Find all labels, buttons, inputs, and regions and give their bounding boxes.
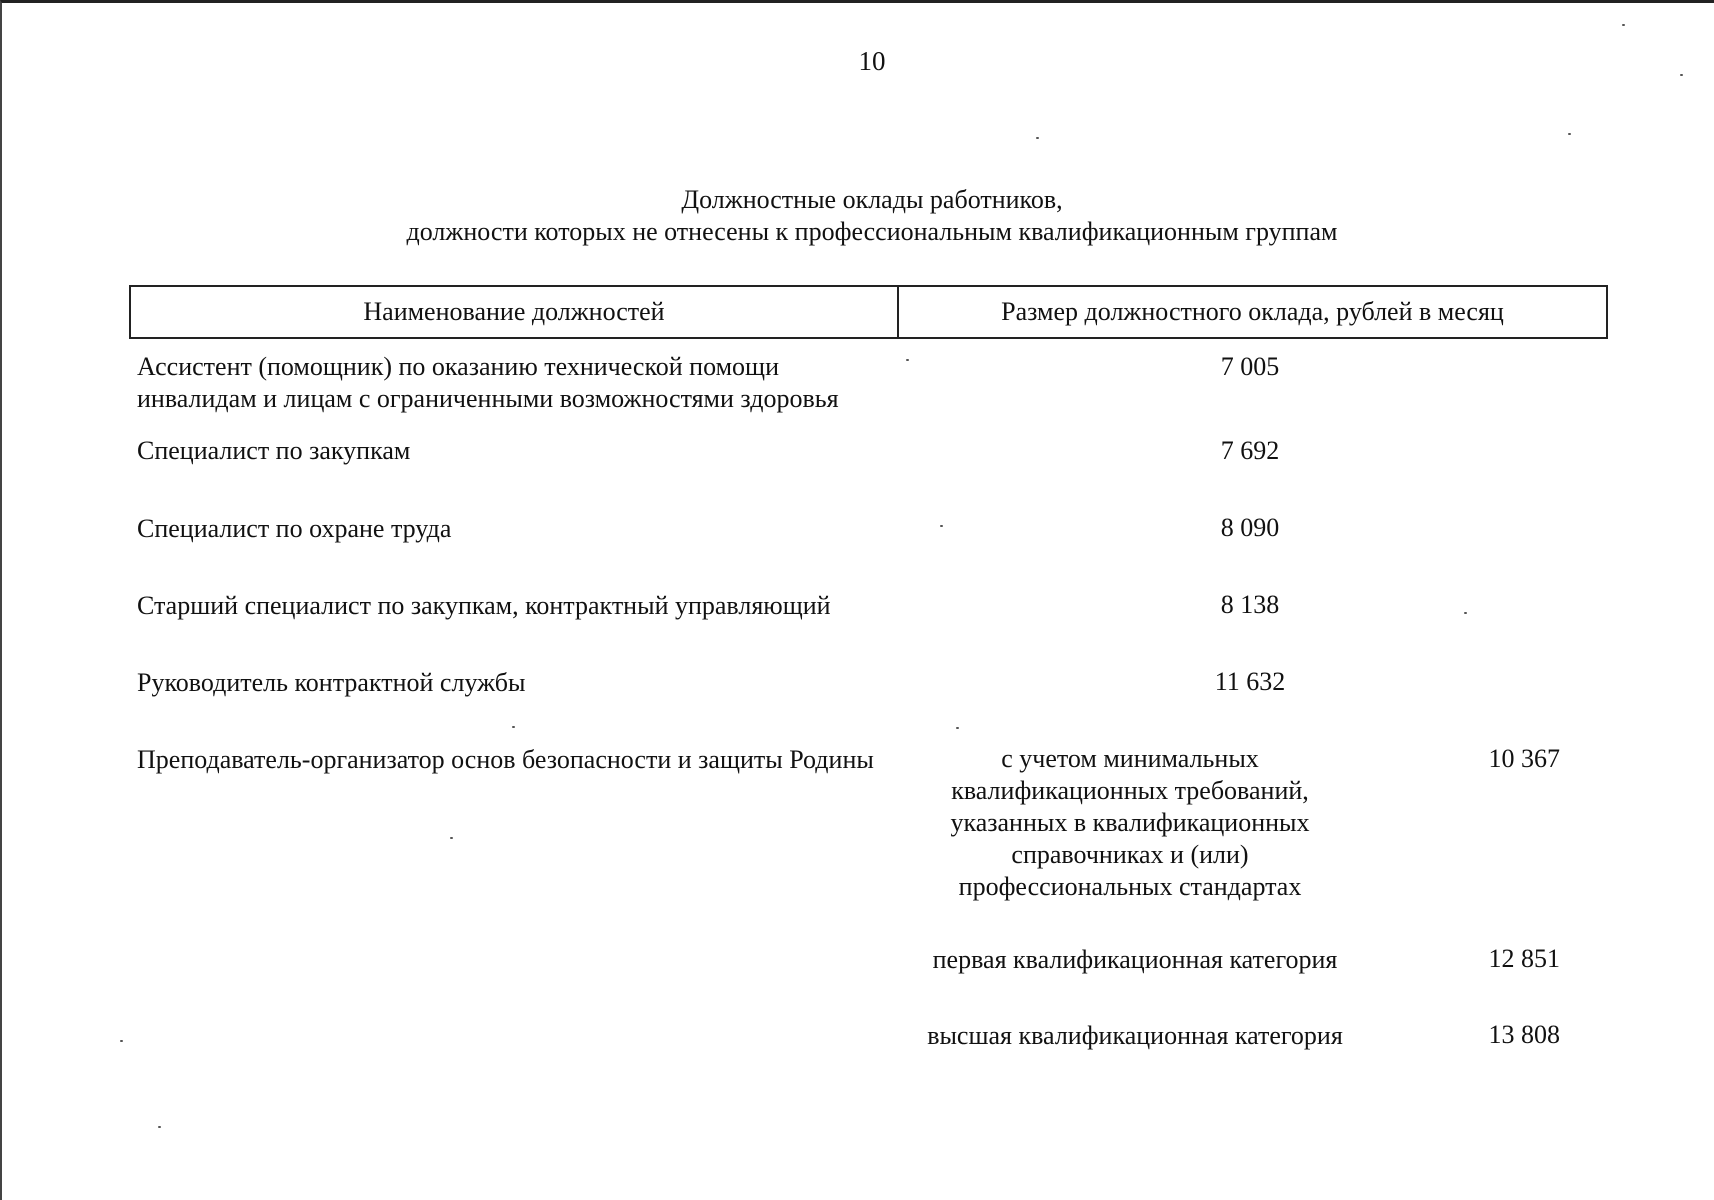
- position-name-teacher-organizer: Преподаватель-организатор основ безопасности и защиты Родины: [137, 745, 874, 774]
- salary-value-senior-procurement-specialist: 8 138: [1220, 590, 1280, 619]
- category-label-first: первая квалификационная категория: [932, 945, 1338, 974]
- page-number: 10: [858, 46, 886, 76]
- category-value-minimum-requirements: 10 367: [1488, 744, 1560, 773]
- category-label-highest: высшая квалификационная категория: [927, 1021, 1343, 1050]
- document-title: [0, 184, 1714, 248]
- header-position-name: Наименование должностей: [131, 287, 899, 337]
- category-value-highest: 13 808: [1488, 1020, 1560, 1049]
- position-name-senior-procurement-specialist: Старший специалист по закупкам, контрактный управляющий: [137, 591, 831, 620]
- position-name-assistant: Ассистент (помощник) по оказанию технической помощи инвалидам и лицам с ограниченными возможностями здоровья: [137, 352, 839, 413]
- salary-value-procurement-specialist: 7 692: [1220, 436, 1280, 465]
- salary-value-labor-safety-specialist: 8 090: [1220, 513, 1280, 542]
- scan-speck: [120, 1040, 123, 1042]
- scan-speck: [1464, 612, 1467, 614]
- scan-speck: [450, 837, 453, 839]
- title-line-1: Должностные оклады работников,: [681, 185, 1063, 214]
- scan-speck: [158, 1126, 161, 1128]
- scan-speck: [956, 727, 959, 729]
- scan-speck: [1680, 74, 1683, 76]
- table-header: [129, 285, 1608, 339]
- position-name-procurement-specialist: Специалист по закупкам: [137, 436, 411, 465]
- title-line-2: должности которых не отнесены к профессиональным квалификационным группам: [406, 217, 1338, 246]
- scan-speck: [1622, 24, 1625, 26]
- salary-value-contract-service-head: 11 632: [1214, 667, 1286, 696]
- scan-speck: [940, 525, 943, 527]
- category-label-minimum-requirements: с учетом минимальных квалификационных требований, указанных в квалификационных справочниках и (или) профессиональных стандартах: [950, 744, 1310, 901]
- scan-speck: [1568, 133, 1571, 135]
- scan-speck: [1036, 137, 1039, 139]
- category-value-first: 12 851: [1488, 944, 1560, 973]
- position-name-contract-service-head: Руководитель контрактной службы: [137, 668, 526, 697]
- position-name-labor-safety-specialist: Специалист по охране труда: [137, 514, 452, 543]
- scan-speck: [512, 726, 515, 728]
- header-salary: Размер должностного оклада, рублей в месяц: [1001, 297, 1504, 326]
- scan-speck: [906, 359, 909, 361]
- salary-value-assistant: 7 005: [1220, 352, 1280, 381]
